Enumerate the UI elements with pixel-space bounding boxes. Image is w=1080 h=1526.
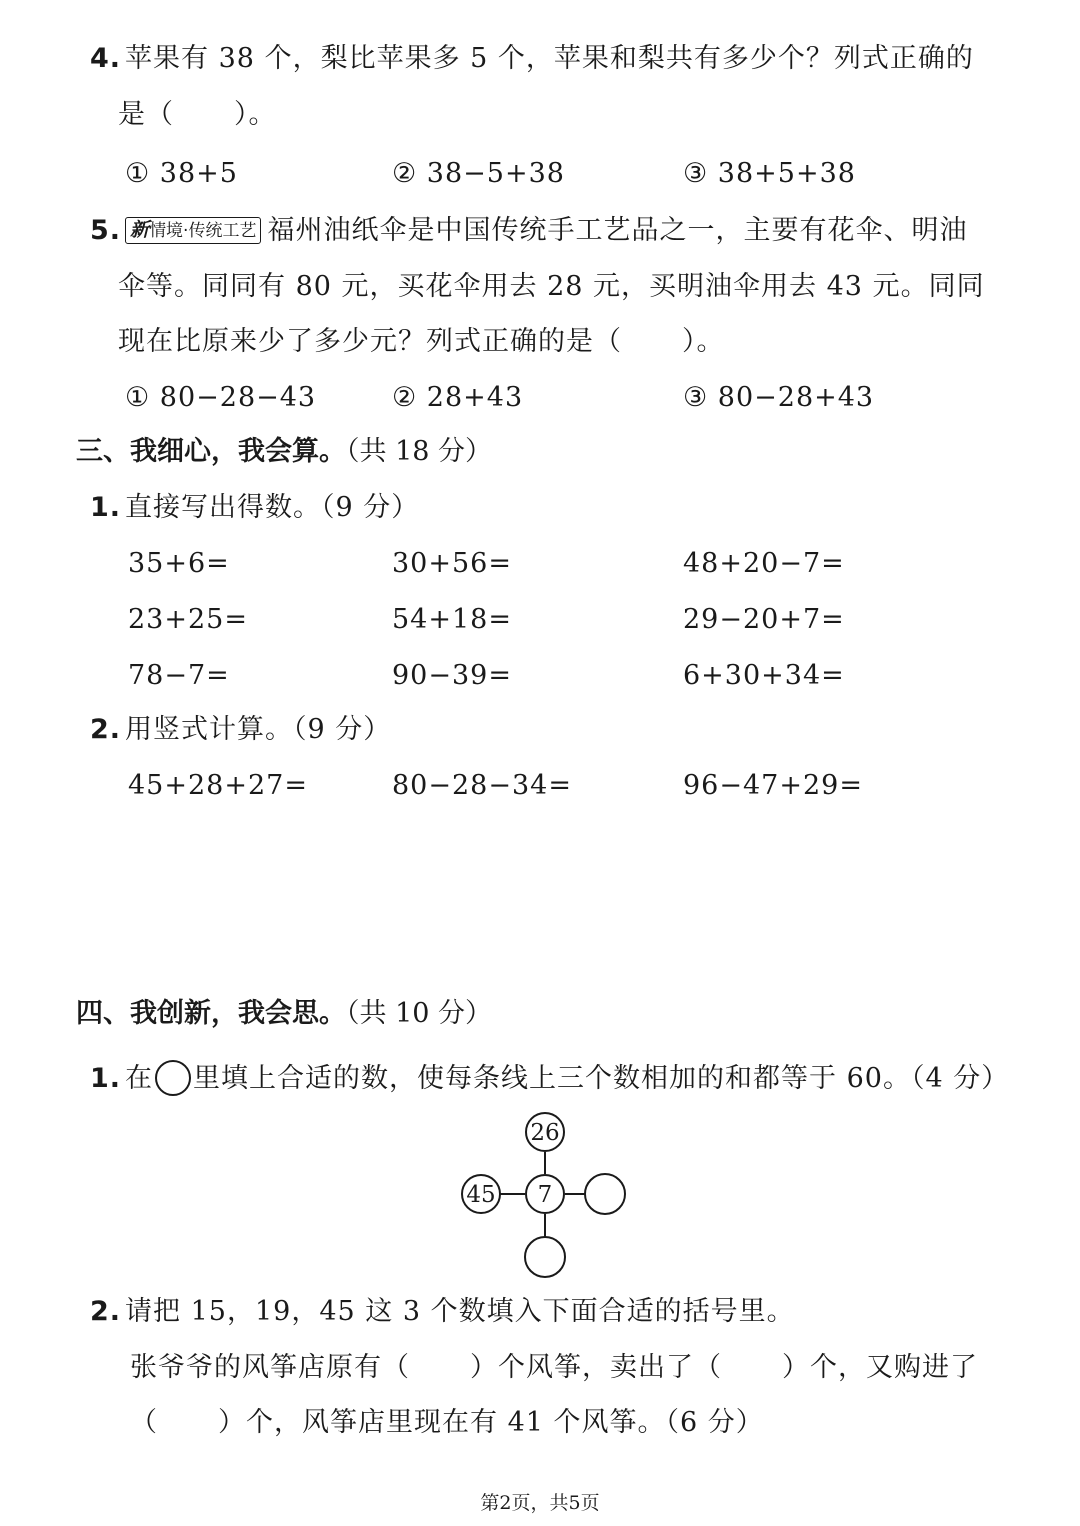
diagram-circle-bottom[interactable] <box>525 1237 565 1277</box>
calc-item[interactable]: 6+30+34= <box>683 660 845 691</box>
s4-q2-text-line1: 请把 15，19，45 这 3 个数填入下面合适的括号里。 <box>125 1296 795 1327</box>
section3-heading <box>76 435 492 469</box>
s4-q1-text <box>90 1060 1009 1096</box>
section4-heading <box>76 997 492 1031</box>
diagram-value-center: 7 <box>537 1182 553 1208</box>
q4-number: 4. <box>90 43 122 74</box>
q5-context-tag <box>125 217 261 244</box>
s4-q2-number: 2. <box>90 1296 122 1327</box>
q4-text-line1: 苹果有 38 个，梨比苹果多 5 个，苹果和梨共有多少个？列式正确的 <box>125 43 974 74</box>
section4-title: 四、我创新，我会思。 <box>76 998 346 1029</box>
s4-q1-text-post: 里填上合适的数，使每条线上三个数相加的和都等于 60。（4 分） <box>193 1063 1010 1094</box>
section3-score: （共 18 分） <box>346 436 493 467</box>
calc-item[interactable]: 90−39= <box>392 660 512 691</box>
vertical-calc-item[interactable]: 96−47+29= <box>683 770 863 801</box>
q4-option-2[interactable]: ② 38−5+38 <box>392 158 565 189</box>
diagram-circle-right[interactable] <box>585 1174 625 1214</box>
section4-score: （共 10 分） <box>346 998 493 1029</box>
calc-item[interactable]: 48+20−7= <box>683 548 845 579</box>
q5-option-1[interactable]: ① 80−28−43 <box>125 382 317 413</box>
q4-paren-close: ）。 <box>234 99 277 130</box>
diagram-value-left: 45 <box>466 1182 496 1208</box>
q4-line1 <box>90 42 974 76</box>
q5-line1 <box>90 214 967 248</box>
page-footer: 第2页，共5页 <box>480 1492 600 1514</box>
s4-q2-line1 <box>90 1295 795 1329</box>
vertical-calc-item[interactable]: 80−28−34= <box>392 770 572 801</box>
q5-text-line1: 福州油纸伞是中国传统手工艺品之一，主要有花伞、明油 <box>267 215 968 246</box>
calc-item[interactable]: 54+18= <box>392 604 512 635</box>
s3-sub1-title: 直接写出得数。（9 分） <box>125 492 420 523</box>
s3-sub2-number: 2. <box>90 714 122 745</box>
q5-option-2[interactable]: ② 28+43 <box>392 382 524 413</box>
vertical-calc-item[interactable]: 45+28+27= <box>128 770 308 801</box>
q5-tag-new: 新 <box>130 219 150 241</box>
s4-q2-text-b: ）个风筝，卖出了（ <box>470 1352 722 1383</box>
s3-sub2-title: 用竖式计算。（9 分） <box>125 714 392 745</box>
s4-q2-line2 <box>130 1351 978 1385</box>
s4-q2-text-a: 张爷爷的风筝店原有（ <box>130 1352 410 1383</box>
s4-q2-text-c: ）个，又购进了 <box>782 1352 978 1383</box>
calc-item[interactable]: 78−7= <box>128 660 230 691</box>
s4-q1-number: 1. <box>90 1063 122 1094</box>
q4-option-1[interactable]: ① 38+5 <box>125 158 238 189</box>
q4-option-3[interactable]: ③ 38+5+38 <box>683 158 856 189</box>
q4-line2 <box>118 98 277 132</box>
q5-paren-close: ）。 <box>682 326 725 357</box>
s4-q2-text-e: ）个，风筝店里现在有 41 个风筝。（6 分） <box>218 1407 764 1438</box>
diagram-value-top: 26 <box>530 1120 560 1146</box>
calc-item[interactable]: 30+56= <box>392 548 512 579</box>
s3-sub1-heading <box>90 491 419 525</box>
calc-item[interactable]: 29−20+7= <box>683 604 845 635</box>
q4-paren-open: 是（ <box>118 99 174 130</box>
q5-line3 <box>118 325 725 359</box>
s4-q2-line3 <box>130 1406 764 1440</box>
circle-icon <box>155 1060 191 1096</box>
s3-sub1-number: 1. <box>90 492 122 523</box>
q5-option-3[interactable]: ③ 80−28+43 <box>683 382 875 413</box>
calc-item[interactable]: 35+6= <box>128 548 230 579</box>
section3-title: 三、我细心，我会算。 <box>76 436 346 467</box>
q5-tag-label: 情境·传统工艺 <box>149 221 257 241</box>
s4-q1-text-pre: 在 <box>125 1063 154 1094</box>
q5-text-line3: 现在比原来少了多少元？列式正确的是（ <box>118 326 622 357</box>
q5-number: 5. <box>90 215 122 246</box>
s4-q2-text-d: （ <box>130 1407 158 1438</box>
cross-diagram <box>455 1106 635 1282</box>
calc-item[interactable]: 23+25= <box>128 604 248 635</box>
s3-sub2-heading <box>90 713 391 747</box>
q5-line2: 伞等。同同有 80 元，买花伞用去 28 元，买明油伞用去 43 元。同同 <box>118 271 985 302</box>
